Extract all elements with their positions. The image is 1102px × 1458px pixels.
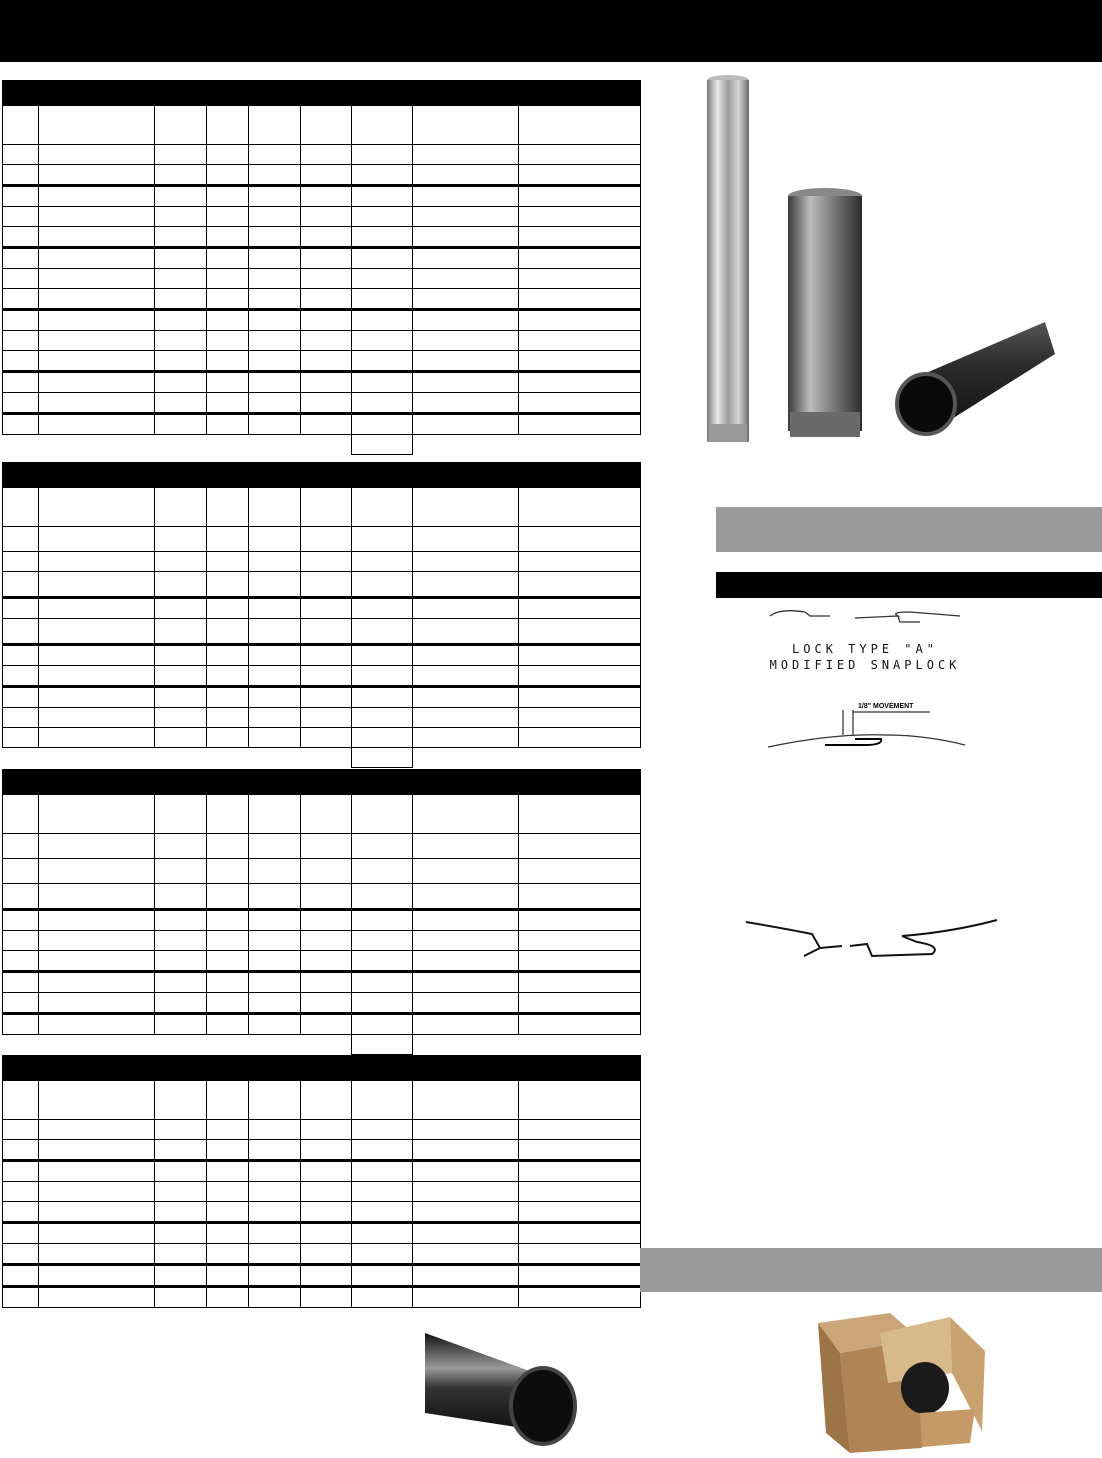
table-row xyxy=(3,393,641,414)
table-row xyxy=(3,993,641,1014)
table-row xyxy=(3,834,641,859)
section-gray-band xyxy=(716,507,1102,552)
table-footer-row xyxy=(3,748,641,768)
table-row xyxy=(3,1202,641,1223)
table-row xyxy=(3,1140,641,1161)
table-footer-row xyxy=(3,435,641,455)
black-pipe-image xyxy=(897,322,1055,434)
pipe-in-carton-image xyxy=(810,1313,990,1453)
table-row xyxy=(3,972,641,993)
table-row xyxy=(3,1014,641,1035)
table-row xyxy=(3,708,641,728)
table-row xyxy=(3,351,641,372)
table-header-bar xyxy=(3,81,641,106)
table-row xyxy=(3,227,641,248)
table-row xyxy=(3,248,641,269)
movement-label: 1/8" MOVEMENT xyxy=(858,703,914,710)
table-row xyxy=(3,884,641,910)
table-row xyxy=(3,289,641,310)
black-pipe-closeup-image xyxy=(425,1313,580,1448)
spec-table-2 xyxy=(2,462,641,768)
snaplock-profile-drawing xyxy=(760,604,970,636)
table-row xyxy=(3,1244,641,1265)
table-row xyxy=(3,1223,641,1244)
table-row xyxy=(3,527,641,552)
table-row xyxy=(3,186,641,207)
table-row xyxy=(3,1182,641,1202)
table-row xyxy=(3,951,641,972)
top-header-bar xyxy=(0,0,1102,62)
snaplock-movement-drawing xyxy=(765,705,975,755)
table-row xyxy=(3,1120,641,1140)
table-row xyxy=(3,619,641,645)
pipe-products-image xyxy=(700,72,1080,452)
table-row xyxy=(3,859,641,884)
lock-type-label xyxy=(760,641,970,673)
column-header-row xyxy=(3,106,641,145)
table-row xyxy=(3,1287,641,1308)
lock-type-line2: MODIFIED SNAPLOCK xyxy=(769,658,961,672)
section-black-band xyxy=(716,572,1102,598)
table-header-bar xyxy=(3,770,641,795)
table-row xyxy=(3,572,641,598)
table-row xyxy=(3,165,641,186)
lock-type-line1: LOCK TYPE "A" xyxy=(792,642,938,656)
table-row xyxy=(3,598,641,619)
table-row xyxy=(3,207,641,227)
column-header-row xyxy=(3,488,641,527)
spec-table-4 xyxy=(2,1055,641,1308)
table-row xyxy=(3,728,641,748)
table-header-bar xyxy=(3,1056,641,1081)
galvanized-pipe-image xyxy=(707,75,749,442)
table-header-bar xyxy=(3,463,641,488)
table-row xyxy=(3,687,641,708)
table-row xyxy=(3,269,641,289)
spec-table-1 xyxy=(2,80,641,455)
steel-pipe-image xyxy=(788,188,862,437)
table-row xyxy=(3,931,641,951)
lock-profile-drawing-large xyxy=(742,912,1002,964)
column-header-row xyxy=(3,795,641,834)
table-row xyxy=(3,1265,641,1287)
table-row xyxy=(3,310,641,331)
table-row xyxy=(3,145,641,165)
table-row xyxy=(3,910,641,931)
bottom-gray-band xyxy=(640,1248,1102,1292)
column-header-row xyxy=(3,1081,641,1120)
table-row xyxy=(3,1161,641,1182)
table-row xyxy=(3,372,641,393)
table-row xyxy=(3,666,641,687)
table-row xyxy=(3,414,641,435)
table-row xyxy=(3,645,641,666)
table-row xyxy=(3,331,641,351)
spec-table-3 xyxy=(2,769,641,1055)
table-row xyxy=(3,552,641,572)
table-footer-row xyxy=(3,1035,641,1055)
